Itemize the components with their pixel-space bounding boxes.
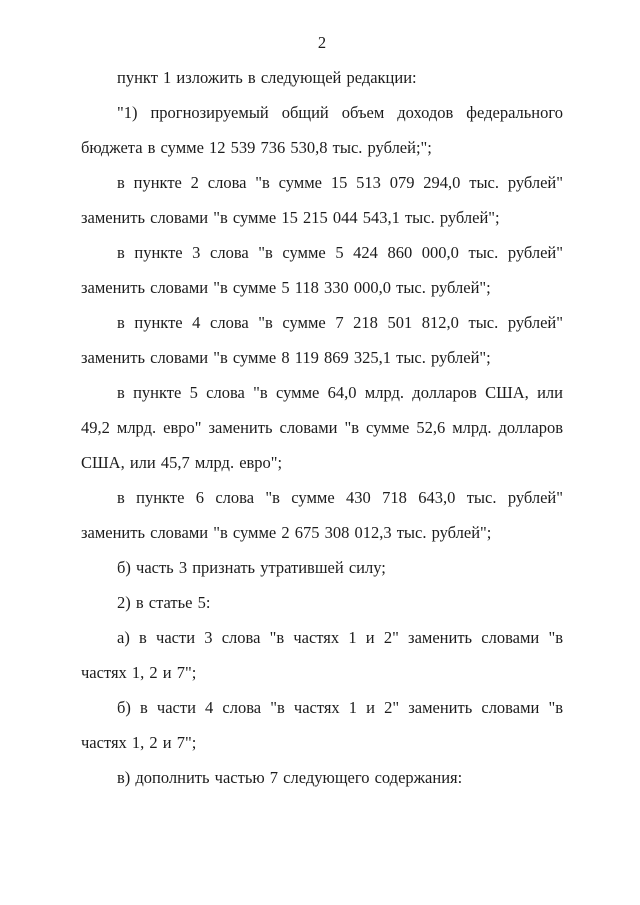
paragraph: б) в части 4 слова "в частях 1 и 2" заменить словами "в частях 1, 2 и 7"; <box>81 698 563 752</box>
paragraph: в пункте 4 слова "в сумме 7 218 501 812,0 тыс. рублей" заменить словами "в сумме 8 119 869 325,1 тыс. рублей"; <box>81 313 563 367</box>
paragraph: в пункте 2 слова "в сумме 15 513 079 294,0 тыс. рублей" заменить словами "в сумме 15 215 044 543,1 тыс. рублей"; <box>81 173 563 227</box>
page-number: 2 <box>317 33 327 52</box>
paragraph: пункт 1 изложить в следующей редакции: <box>117 68 417 87</box>
paragraph: б) часть 3 признать утратившей силу; <box>117 558 386 577</box>
paragraph: "1) прогнозируемый общий объем доходов федерального бюджета в сумме 12 539 736 530,8 тыс. рублей;"; <box>81 103 563 157</box>
paragraph: в пункте 3 слова "в сумме 5 424 860 000,0 тыс. рублей" заменить словами "в сумме 5 118 330 000,0 тыс. рублей"; <box>81 243 563 297</box>
paragraph: а) в части 3 слова "в частях 1 и 2" заменить словами "в частях 1, 2 и 7"; <box>81 628 563 682</box>
paragraph: в) дополнить частью 7 следующего содержания: <box>117 768 463 787</box>
paragraph: 2) в статье 5: <box>117 593 211 612</box>
paragraph: в пункте 6 слова "в сумме 430 718 643,0 тыс. рублей" заменить словами "в сумме 2 675 308 012,3 тыс. рублей"; <box>81 488 563 542</box>
paragraph: в пункте 5 слова "в сумме 64,0 млрд. долларов США, или 49,2 млрд. евро" заменить словами "в сумме 52,6 млрд. долларов США, или 45,7 млрд. евро"; <box>81 383 563 472</box>
